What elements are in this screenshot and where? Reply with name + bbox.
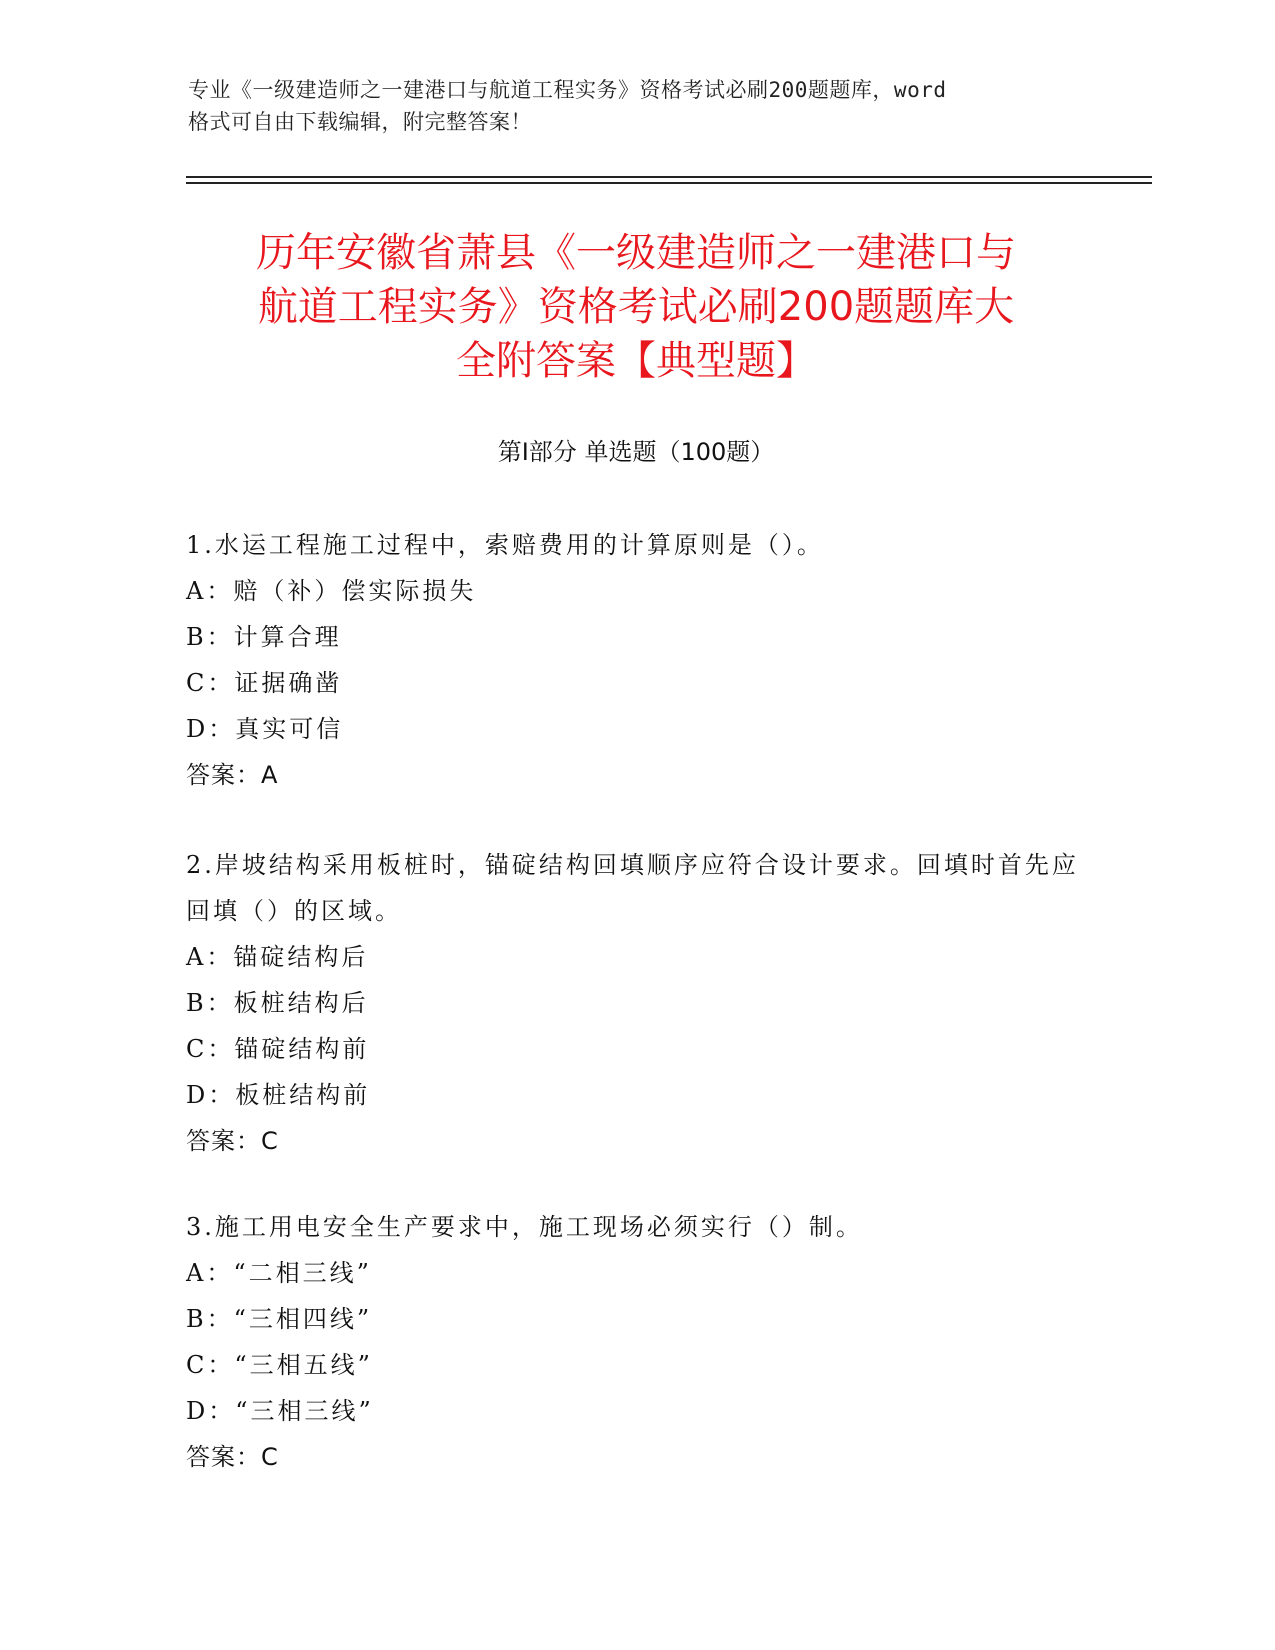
question-1-option-b: B：计算合理: [186, 623, 342, 651]
question-3-option-a: A：“二相三线”: [186, 1259, 372, 1287]
question-1: [186, 522, 1086, 798]
question-3-answer: 答案：C: [186, 1443, 279, 1471]
question-2-option-b: B：板桩结构后: [186, 989, 369, 1017]
question-3: [186, 1204, 1086, 1480]
question-1-option-a: A：赔（补）偿实际损失: [186, 577, 477, 605]
question-2-stem: 2.岸坡结构采用板桩时，锚碇结构回填顺序应符合设计要求。回填时首先应回填（）的区域。: [186, 851, 1079, 925]
header-rule-bottom: [186, 182, 1152, 184]
question-1-option-d: D：真实可信: [186, 715, 344, 743]
question-1-option-c: C：证据确凿: [186, 669, 343, 697]
question-2: [186, 842, 1086, 1164]
question-2-answer: 答案：C: [186, 1127, 279, 1155]
document-title-line-3: 全附答案【典型题】: [456, 338, 816, 384]
question-2-option-d: D：板桩结构前: [186, 1081, 371, 1109]
question-3-stem: 3.施工用电安全生产要求中，施工现场必须实行（）制。: [186, 1213, 863, 1241]
header-note: [188, 74, 1088, 138]
section-heading: 第Ⅰ部分 单选题（100题）: [497, 438, 775, 466]
question-2-option-a: A：锚碇结构后: [186, 943, 369, 971]
document-title-line-2: 航道工程实务》资格考试必刷200题题库大: [257, 284, 1015, 330]
document-title: [186, 226, 1086, 388]
document-title-line-1: 历年安徽省萧县《一级建造师之一建港口与: [256, 230, 1016, 276]
question-3-option-d: D：“三相三线”: [186, 1397, 374, 1425]
question-2-option-c: C：锚碇结构前: [186, 1035, 370, 1063]
header-note-line-1: 专业《一级建造师之一建港口与航道工程实务》资格考试必刷200题题库，word: [188, 78, 947, 102]
header-note-line-2: 格式可自由下载编辑，附完整答案！: [188, 110, 532, 134]
question-1-answer: 答案：A: [186, 761, 279, 789]
question-3-option-c: C：“三相五线”: [186, 1351, 373, 1379]
question-1-stem: 1.水运工程施工过程中，索赔费用的计算原则是（）。: [186, 531, 824, 559]
question-3-option-b: B：“三相四线”: [186, 1305, 373, 1333]
header-rule-top: [186, 176, 1152, 178]
